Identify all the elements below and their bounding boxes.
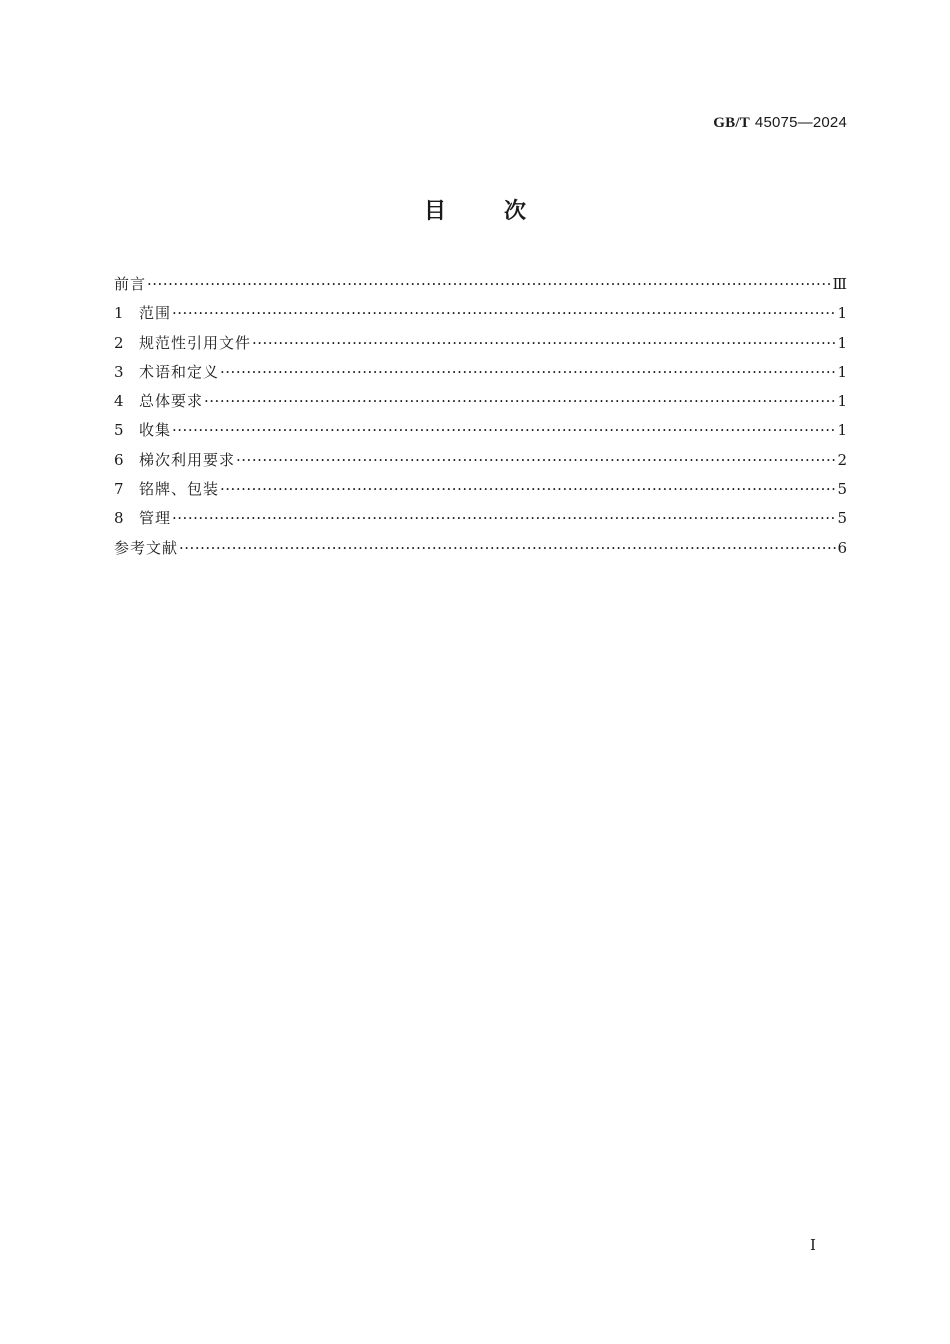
leader-dots [252, 329, 836, 358]
toc-entry-number: 3 [114, 362, 124, 381]
leader-dots [147, 270, 832, 299]
toc-entry-page: Ⅲ [832, 275, 847, 293]
toc-entry-number: 5 [114, 421, 124, 440]
toc-entry-page: 1 [837, 333, 847, 352]
toc-entry-4[interactable] [114, 387, 847, 416]
leader-dots [220, 358, 836, 387]
toc-entry-foreword[interactable] [114, 270, 847, 299]
toc-entry-page: 2 [837, 450, 847, 469]
title-char-1: 目 [423, 199, 446, 224]
toc-entry-5[interactable] [114, 416, 847, 445]
toc-entry-number: 8 [114, 509, 124, 528]
standard-code [713, 113, 847, 132]
leader-dots [236, 446, 836, 475]
toc-entry-number: 6 [114, 450, 124, 469]
toc-entry-page: 1 [837, 304, 847, 323]
toc-entry-page: 1 [837, 421, 847, 440]
toc-entry-number: 4 [114, 392, 124, 411]
toc-entry-page: 5 [837, 509, 847, 528]
toc-entry-label: 收集 [139, 421, 172, 440]
toc-entry-label: 总体要求 [139, 392, 204, 411]
toc-entry-1[interactable] [114, 299, 847, 328]
toc-entry-page: 6 [837, 538, 847, 557]
toc-entry-page: 1 [837, 362, 847, 381]
standard-number: 45075—2024 [754, 114, 847, 131]
table-of-contents [114, 270, 847, 563]
toc-entry-number: 1 [114, 304, 124, 323]
standard-prefix: GB/T [713, 115, 750, 131]
page-number: I [810, 1236, 816, 1254]
toc-entry-6[interactable] [114, 446, 847, 475]
toc-entry-label: 规范性引用文件 [139, 333, 252, 352]
toc-entry-label: 范围 [139, 304, 172, 323]
toc-entry-bibliography[interactable] [114, 534, 847, 563]
leader-dots [220, 475, 836, 504]
toc-entry-8[interactable] [114, 504, 847, 533]
toc-entry-label: 参考文献 [114, 538, 179, 557]
leader-dots [172, 504, 836, 533]
leader-dots [204, 387, 836, 416]
title-char-2: 次 [504, 199, 527, 224]
toc-entry-7[interactable] [114, 475, 847, 504]
leader-dots [172, 416, 836, 445]
leader-dots [172, 299, 836, 328]
toc-entry-number: 2 [114, 333, 124, 352]
page-title [0, 194, 950, 225]
toc-entry-label: 前言 [114, 275, 147, 293]
toc-entry-2[interactable] [114, 329, 847, 358]
toc-entry-page: 1 [837, 392, 847, 411]
toc-entry-label: 梯次利用要求 [139, 450, 236, 469]
toc-entry-label: 管理 [139, 509, 172, 528]
leader-dots [179, 534, 836, 563]
toc-entry-label: 铭牌、包装 [139, 480, 220, 499]
toc-entry-label: 术语和定义 [139, 362, 220, 381]
toc-entry-3[interactable] [114, 358, 847, 387]
toc-entry-number: 7 [114, 480, 124, 499]
toc-entry-page: 5 [837, 480, 847, 499]
